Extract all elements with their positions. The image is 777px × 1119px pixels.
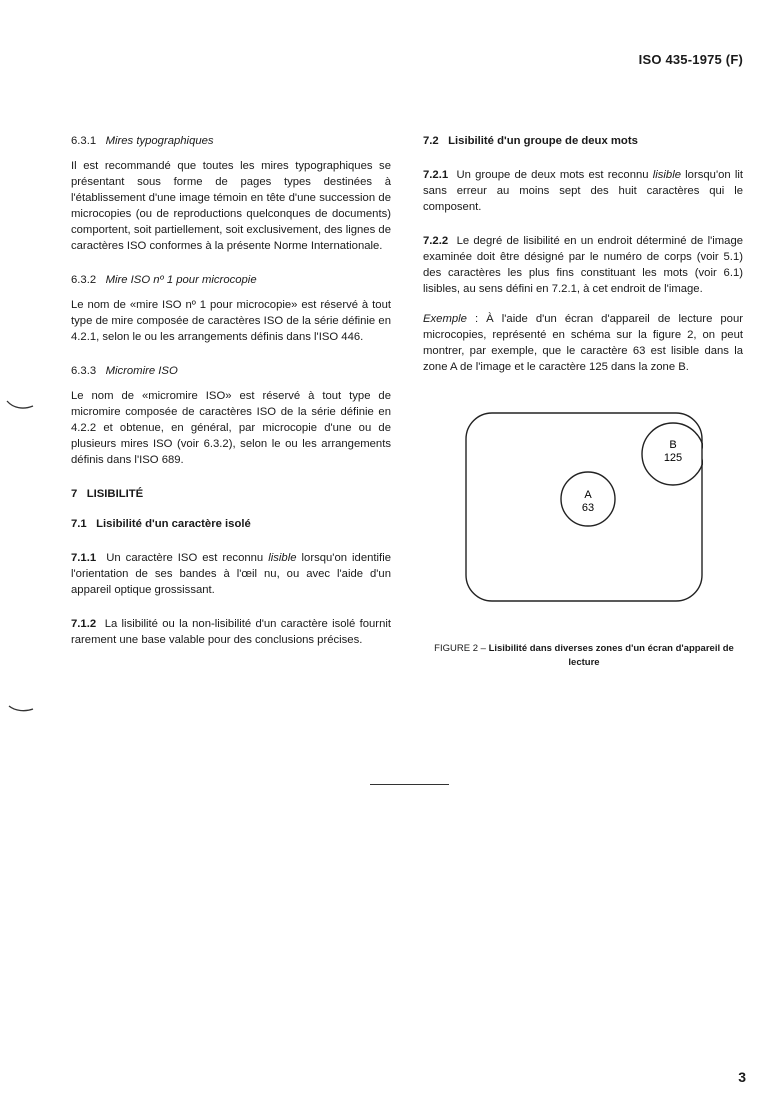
- example-label: Exemple: [423, 313, 467, 325]
- zone-b-letter: B: [669, 439, 677, 451]
- margin-mark: [5, 700, 35, 714]
- text-post: lorsqu'on lit sans erreur au moins sept des huit caractères qui le composent.: [423, 169, 743, 213]
- end-rule: [370, 784, 449, 785]
- heading-7: [71, 486, 391, 502]
- term: lisible: [268, 552, 297, 564]
- heading-7-2: [423, 133, 743, 149]
- section-number: 6.3.2: [71, 274, 97, 286]
- paragraph-7-1-2: [71, 616, 391, 648]
- figure-2: [465, 412, 703, 602]
- section-number: 7.1.2: [71, 618, 97, 630]
- section-number: 7.1.1: [71, 552, 97, 564]
- text-pre: Un caractère ISO est reconnu: [106, 552, 264, 564]
- page-number: 3: [738, 1069, 746, 1085]
- heading-6-3-1: [71, 133, 391, 149]
- section-number: 7.2.2: [423, 235, 449, 247]
- section-title: Mire ISO nº 1 pour microcopie: [105, 274, 257, 286]
- paragraph-7-1-1: [71, 550, 391, 598]
- section-number: 7.2.1: [423, 169, 449, 181]
- paragraph-6-3-3: Le nom de «micromire ISO» est réservé à tout type de micromire composée de caractères ISO de la série définie en 4.2.2 et obtenue, en général, par microcopie d'une ou de plusieurs mires ISO (voir 6.3.2), selon le ou les arrangements définis dans l'ISO 689.: [71, 390, 391, 466]
- text-body: La lisibilité ou la non-lisibilité d'un caractère isolé fournit rarement une base valable pour des conclusions précises.: [71, 618, 391, 646]
- section-number: 7.1: [71, 518, 87, 530]
- paragraph-7-2-2: [423, 233, 743, 297]
- section-title: Lisibilité d'un groupe de deux mots: [448, 135, 638, 147]
- heading-6-3-3: [71, 363, 391, 379]
- example-body: : À l'aide d'un écran d'appareil de lecture pour microcopies, représenté en schéma sur la figure 2, on peut montrer, par exemple, que le caractère 63 est lisible dans la zone A de l'image et le caractère 125 dans la zone B.: [423, 313, 743, 373]
- right-column: [423, 133, 743, 375]
- zone-a-value: 63: [581, 502, 595, 514]
- section-number: 7.2: [423, 135, 439, 147]
- section-number: 6.3.3: [71, 365, 97, 377]
- left-column: [71, 133, 391, 648]
- zone-b-value: 125: [663, 452, 683, 464]
- paragraph-7-2-1: [423, 167, 743, 215]
- caption-text: Lisibilité dans diverses zones d'un écran d'appareil de lecture: [488, 643, 734, 668]
- paragraph-6-3-1: Il est recommandé que toutes les mires typographiques se présentant sous forme de pages types destinées à l'établissement d'une image témoin en tête d'une succession de microcopies (ou de reproductions quelconques de documents) comportent, soit partiellement, soit exclusivement, des lignes de caractères ISO conformes à la présente Norme Internationale.: [71, 160, 391, 252]
- reader-screen-diagram: [465, 412, 703, 602]
- section-number: 6.3.1: [71, 135, 97, 147]
- zone-a-letter: A: [584, 489, 592, 501]
- section-title: LISIBILITÉ: [86, 488, 144, 500]
- section-number: 7: [71, 488, 78, 500]
- section-title: Micromire ISO: [105, 365, 178, 377]
- section-title: Mires typographiques: [105, 135, 214, 147]
- text-post: lorsqu'on identifie l'orientation de ses bandes à l'œil nu, ou avec l'aide d'un appareil optique grossissant.: [71, 552, 391, 596]
- text-body: Le degré de lisibilité en un endroit déterminé de l'image examinée doit être désigné par le numéro de corps (voir 5.1) des caractères les plus fins constituant les mots (voir 6.1) lisibles, au sens défini en 7.2.1, à cet endroit de l'image.: [423, 235, 744, 295]
- heading-6-3-2: [71, 272, 391, 288]
- paragraph-6-3-2: Le nom de «mire ISO nº 1 pour microcopie» est réservé à tout type de mire composée de caractères ISO de la série définie en 4.2.1, selon le ou les arrangements définis dans l'ISO 446.: [71, 299, 391, 343]
- text-pre: Un groupe de deux mots est reconnu: [456, 169, 649, 181]
- caption-prefix: FIGURE 2 –: [434, 643, 486, 654]
- heading-7-1: [71, 516, 391, 532]
- term: lisible: [652, 169, 681, 181]
- figure-caption: [423, 642, 745, 670]
- standard-id: ISO 435-1975 (F): [638, 52, 743, 67]
- paragraph-example: [423, 311, 743, 375]
- margin-mark: [5, 398, 35, 412]
- section-title: Lisibilité d'un caractère isolé: [96, 518, 251, 530]
